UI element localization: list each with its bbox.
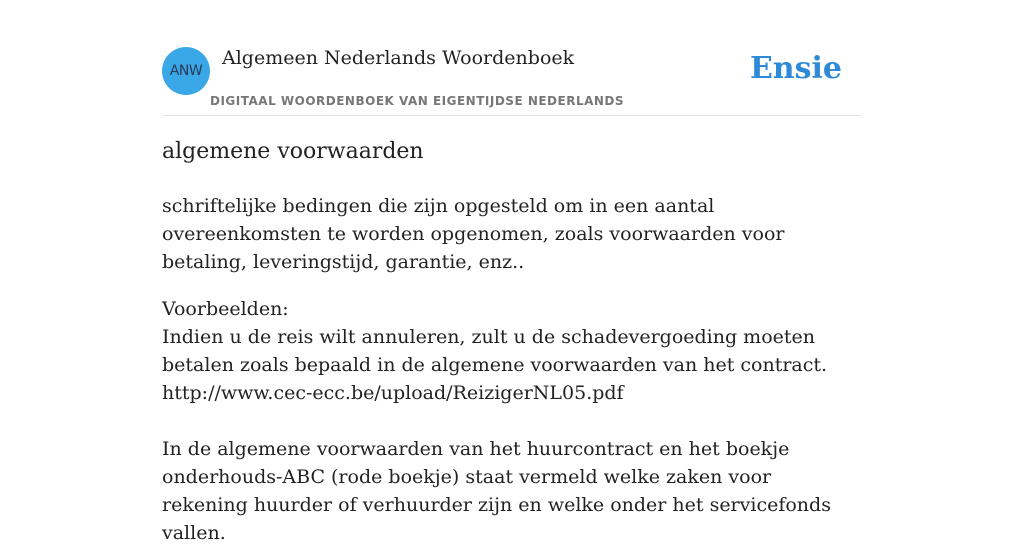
anw-logo[interactable]: ANW bbox=[162, 47, 210, 95]
example-text: In de algemene voorwaarden van het huurcontract en het boekje onderhouds-ABC (rode boekje) staat vermeld welke zaken voor rekening huurder of verhuurder zijn en welke onder het servicefonds vallen. bbox=[162, 438, 831, 544]
example-spacer bbox=[162, 407, 862, 435]
examples-label: Voorbeelden: bbox=[162, 298, 289, 320]
examples-section bbox=[162, 295, 862, 547]
source-header bbox=[162, 40, 862, 116]
ensie-logo[interactable]: Ensie bbox=[749, 51, 842, 86]
definition-text: schriftelijke bedingen die zijn opgesteld om in een aantal overeenkomsten te worden opgenomen, zoals voorwaarden voor betaling, leveringstijd, garantie, enz.. bbox=[162, 195, 785, 273]
source-name[interactable]: Algemeen Nederlands Woordenboek bbox=[222, 47, 575, 69]
example-text: Indien u de reis wilt annuleren, zult u de schadevergoeding moeten betalen zoals bepaald in de algemene voorwaarden van het contract. bbox=[162, 326, 828, 376]
source-subtitle: DIGITAAL WOORDENBOEK VAN EIGENTIJDSE NEDERLANDS bbox=[210, 94, 625, 108]
example-source-link[interactable]: http://www.cec-ecc.be/upload/ReizigerNL05.pdf bbox=[162, 382, 624, 404]
headword: algemene voorwaarden bbox=[162, 139, 424, 164]
